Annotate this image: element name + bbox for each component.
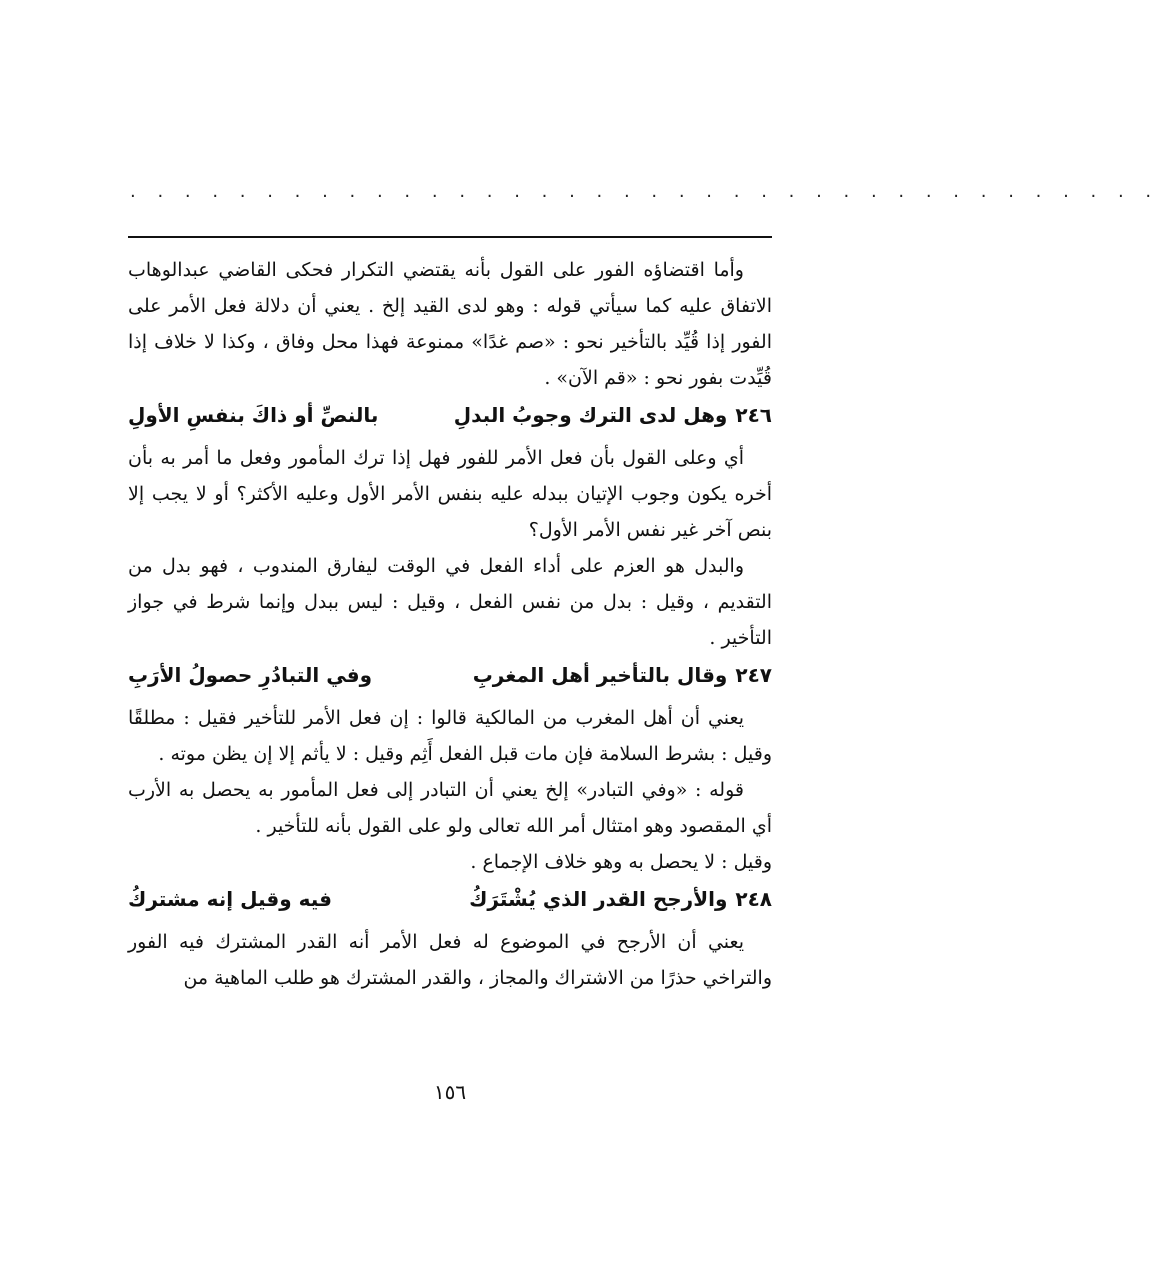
verse-number: ٢٤٧ xyxy=(735,663,772,687)
header-rule xyxy=(128,236,772,238)
paragraph: أي وعلى القول بأن فعل الأمر للفور فهل إذا ترك المأمور وفعل ما أمر به بأن أخره يكون وجوب الإتيان ببدله عليه بنفس الأمر الأول وعليه الأكثر؟ أو لا يجب إلا بنص آخر غير نفس الأمر الأول؟ xyxy=(128,447,772,541)
paragraph: يعني أن الأرجح في الموضوع له فعل الأمر أنه القدر المشترك فيه الفور والتراخي حذرًا من الاشتراك والمجاز ، والقدر المشترك هو طلب الماهية من xyxy=(128,931,772,989)
paragraph: وأما اقتضاؤه الفور على القول بأنه يقتضي التكرار فحكى القاضي عبدالوهاب الاتفاق عليه كما سيأتي قوله : وهو لدى القيد إلخ . يعني أن دلالة فعل الأمر على الفور إذا قُيِّد بالتأخير نحو : «صم غدًا» ممنوعة فهذا محل وفاق ، وكذا لا خلاف إذا قُيِّدت بفور نحو : «قم الآن» . xyxy=(128,259,772,389)
paragraph: قوله : «وفي التبادر» إلخ يعني أن التبادر إلى فعل المأمور به يحصل به الأرب أي المقصود وهو امتثال أمر الله تعالى ولو على القول بأنه للتأخير . xyxy=(128,779,772,837)
verse-247 xyxy=(128,656,772,694)
page-number: ١٥٦ xyxy=(433,1080,467,1104)
paragraph: والبدل هو العزم على أداء الفعل في الوقت ليفارق المندوب ، فهو بدل من التقديم ، وقيل : بدل من نفس الفعل ، وقيل : ليس ببدل وإنما شرط في جواز التأخير . xyxy=(128,555,772,649)
verse-hemistich-first: والأرجح القدر الذي يُشْتَرَكُ xyxy=(469,887,728,911)
verse-hemistich-second: بالنصِّ أو ذاكَ بنفسِ الأولِ xyxy=(128,403,379,427)
page-body xyxy=(128,252,772,996)
verse-number: ٢٤٦ xyxy=(735,403,772,427)
verse-248 xyxy=(128,880,772,918)
paragraph: وقيل : لا يحصل به وهو خلاف الإجماع . xyxy=(470,851,772,873)
verse-hemistich-first: وقال بالتأخير أهل المغربِ xyxy=(472,663,728,687)
verse-hemistich-second: وفي التبادُرِ حصولُ الأرَبِ xyxy=(128,663,373,687)
verse-number: ٢٤٨ xyxy=(735,887,772,911)
verse-246 xyxy=(128,396,772,434)
verse-hemistich-first: وهل لدى الترك وجوبُ البدلِ xyxy=(453,403,728,427)
paragraph: يعني أن أهل المغرب من المالكية قالوا : إن فعل الأمر للتأخير فقيل : مطلقًا وقيل : بشرط السلامة فإن مات قبل الفعل أَثِم وقيل : لا يأثم إلا إن يظن موته . xyxy=(128,707,772,765)
verse-hemistich-second: فيه وقيل إنه مشتركُ xyxy=(128,887,332,911)
dotted-ornament: · · · · · · · · · · · · · · · · · · · · · · · · · · · · · · · · · · · · · · xyxy=(130,186,1159,207)
